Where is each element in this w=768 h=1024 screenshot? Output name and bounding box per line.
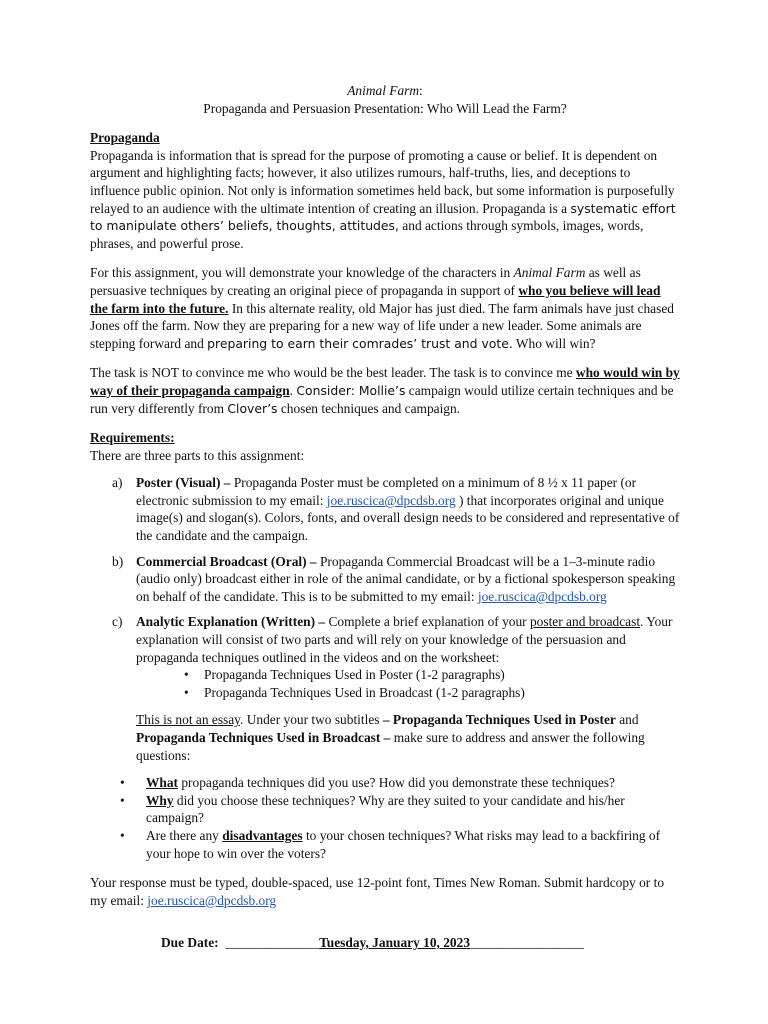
question-list [90,774,680,862]
note-text-a: . Under your two subtitles [240,712,383,728]
due-blank-before: ______________ [225,935,320,950]
note-text-d: make sure to address and answer the following questions: [136,730,645,763]
requirement-explanation [90,613,680,701]
due-blank-after: _________________ [470,935,584,950]
requirement-title: Poster (Visual) – [136,475,231,491]
question-key: Why [146,792,174,808]
response-text: Your response must be typed, double-spaced, use 12-point font, Times New Roman. Submit hardcopy or to my email: [90,875,665,908]
task-text-c: campaign would utilize certain techniques and be run very differently from [90,382,674,416]
requirements-intro: There are three parts to this assignment: [90,447,305,463]
bullet-dot-icon: • [120,827,125,843]
list-item-text: Propaganda Techniques Used in Poster (1-2 paragraphs) [204,667,505,683]
note-underlined: This is not an essay [136,712,241,728]
list-item [184,684,680,702]
question-key: disadvantages [222,827,303,843]
task-text-b: . [289,382,297,398]
propaganda-paragraph [90,147,680,253]
requirement-poster [90,474,680,544]
propaganda-text-1: Propaganda is information that is spread for the purpose of promoting a cause or belief. It is dependent on argument and highlighting facts; however, it also utilizes rumours, half-truths, lies, and deceptions to influence public opinion. Not only is information sometimes held back, but some information is purposefully relayed to an audience with the ultimate intention of creating an illusion. Propaganda is a [90,147,675,216]
requirements-list [90,474,680,701]
title-colon: : [419,83,423,98]
requirements-heading: Requirements: [90,430,175,446]
requirement-text-end: ) that incorporates original and unique image(s) and slogan(s). Colors, fonts, and overall design needs to be considered and representative of the candidate and the campaign. [136,492,680,544]
requirement-text: Propaganda Poster must be completed on a minimum of 8 ½ x 11 paper (or electronic submission to my email: [136,475,637,508]
not-essay-note [90,711,680,764]
assignment-emphasis: who you believe will lead the farm into the future. [90,282,661,316]
list-marker: c) [112,614,123,630]
assignment-text-sans: preparing to earn their comrades’ trust and vote. [207,335,513,351]
assignment-text-b: as well as persuasive techniques by creating an original piece of propaganda in support of [90,265,641,298]
requirement-underlined: poster and broadcast [529,614,641,630]
question-text: to your chosen techniques? What risks may lead to a backfiring of your hope to win over the voters? [146,827,661,861]
list-item [90,827,680,862]
requirement-title: Analytic Explanation (Written) – [136,614,326,630]
requirement-text: Propaganda Commercial Broadcast will be a 1–3-minute radio (audio only) broadcast either in role of the animal candidate, or by a fictional spokesperson speaking on behalf of the candidate. This is to be submitted to my email: [136,553,676,604]
requirement-broadcast [90,553,680,606]
question-text: propaganda techniques did you use? How did you demonstrate these techniques? [178,775,615,791]
assignment-book-title: Animal Farm [513,265,586,281]
bullet-dot-icon: • [184,684,189,700]
question-pre: Are there any [146,827,223,843]
question-key: What [146,775,178,791]
title-line-1 [90,82,680,100]
propaganda-heading: Propaganda [90,130,160,146]
document-title [90,82,680,117]
note-text-c: and [615,712,639,728]
due-date-line [161,934,584,952]
response-paragraph [90,874,680,909]
list-item-text: Propaganda Techniques Used in Broadcast (1-2 paragraphs) [204,684,525,700]
task-emphasis: who would win by way of their propaganda campaign [90,365,680,398]
due-date-value: Tuesday, January 10, 2023 [319,935,471,950]
assignment-text-c: In this alternate reality, old Major has just died. The farm animals have just chased Jones off the farm. Now they are preparing for a new way of life under a new leader. Some animals are stepping forward and [90,300,674,351]
note-bold-2: Propaganda Techniques Used in Broadcast – [136,730,391,745]
requirement-text-end: . Your explanation will consist of two parts and will rely on your knowledge of the persuasion and propaganda techniques outlined in the videos and on the worksheet: [136,614,673,665]
bullet-dot-icon: • [120,775,125,791]
email-link[interactable]: joe.ruscica@dpcdsb.org [477,588,607,604]
assignment-text-a: For this assignment, you will demonstrate your knowledge of the characters in [90,265,514,281]
list-item [90,792,680,827]
email-link[interactable]: joe.ruscica@dpcdsb.org [326,492,456,508]
book-title: Animal Farm [347,83,420,98]
requirement-title: Commercial Broadcast (Oral) – [136,553,317,569]
task-text-sans: Consider: Mollie’s [296,382,406,398]
email-link[interactable]: joe.ruscica@dpcdsb.org [147,892,277,908]
requirement-text: Complete a brief explanation of your [325,614,530,630]
note-bold-1: – Propaganda Techniques Used in Poster [382,712,616,728]
task-text-a: The task is NOT to convince me who would be the best leader. The task is to convince me [90,365,576,381]
propaganda-text-end: and actions through symbols, images, words, phrases, and powerful prose. [90,218,644,251]
assignment-paragraph [90,264,680,352]
document-body [90,82,680,909]
due-date-label: Due Date: [161,935,219,950]
task-text-d: chosen techniques and campaign. [277,400,461,416]
list-marker: a) [112,475,123,491]
bullet-dot-icon: • [184,667,189,683]
bullet-dot-icon: • [120,792,125,808]
question-text: did you choose these techniques? Why are they suited to your candidate and his/her campaign? [146,792,625,826]
task-text-sans-2: Clover’s [227,400,278,416]
list-item [184,666,680,684]
propaganda-text-sans: systematic effort to manipulate others’ beliefs, thoughts, attitudes, [90,200,676,234]
list-item [90,774,680,792]
list-marker: b) [112,553,124,569]
title-subtitle: Propaganda and Persuasion Presentation: Who Will Lead the Farm? [203,100,567,116]
assignment-text-d: Who will win? [512,335,596,351]
sub-bullet-list [184,666,680,701]
task-paragraph [90,364,680,417]
